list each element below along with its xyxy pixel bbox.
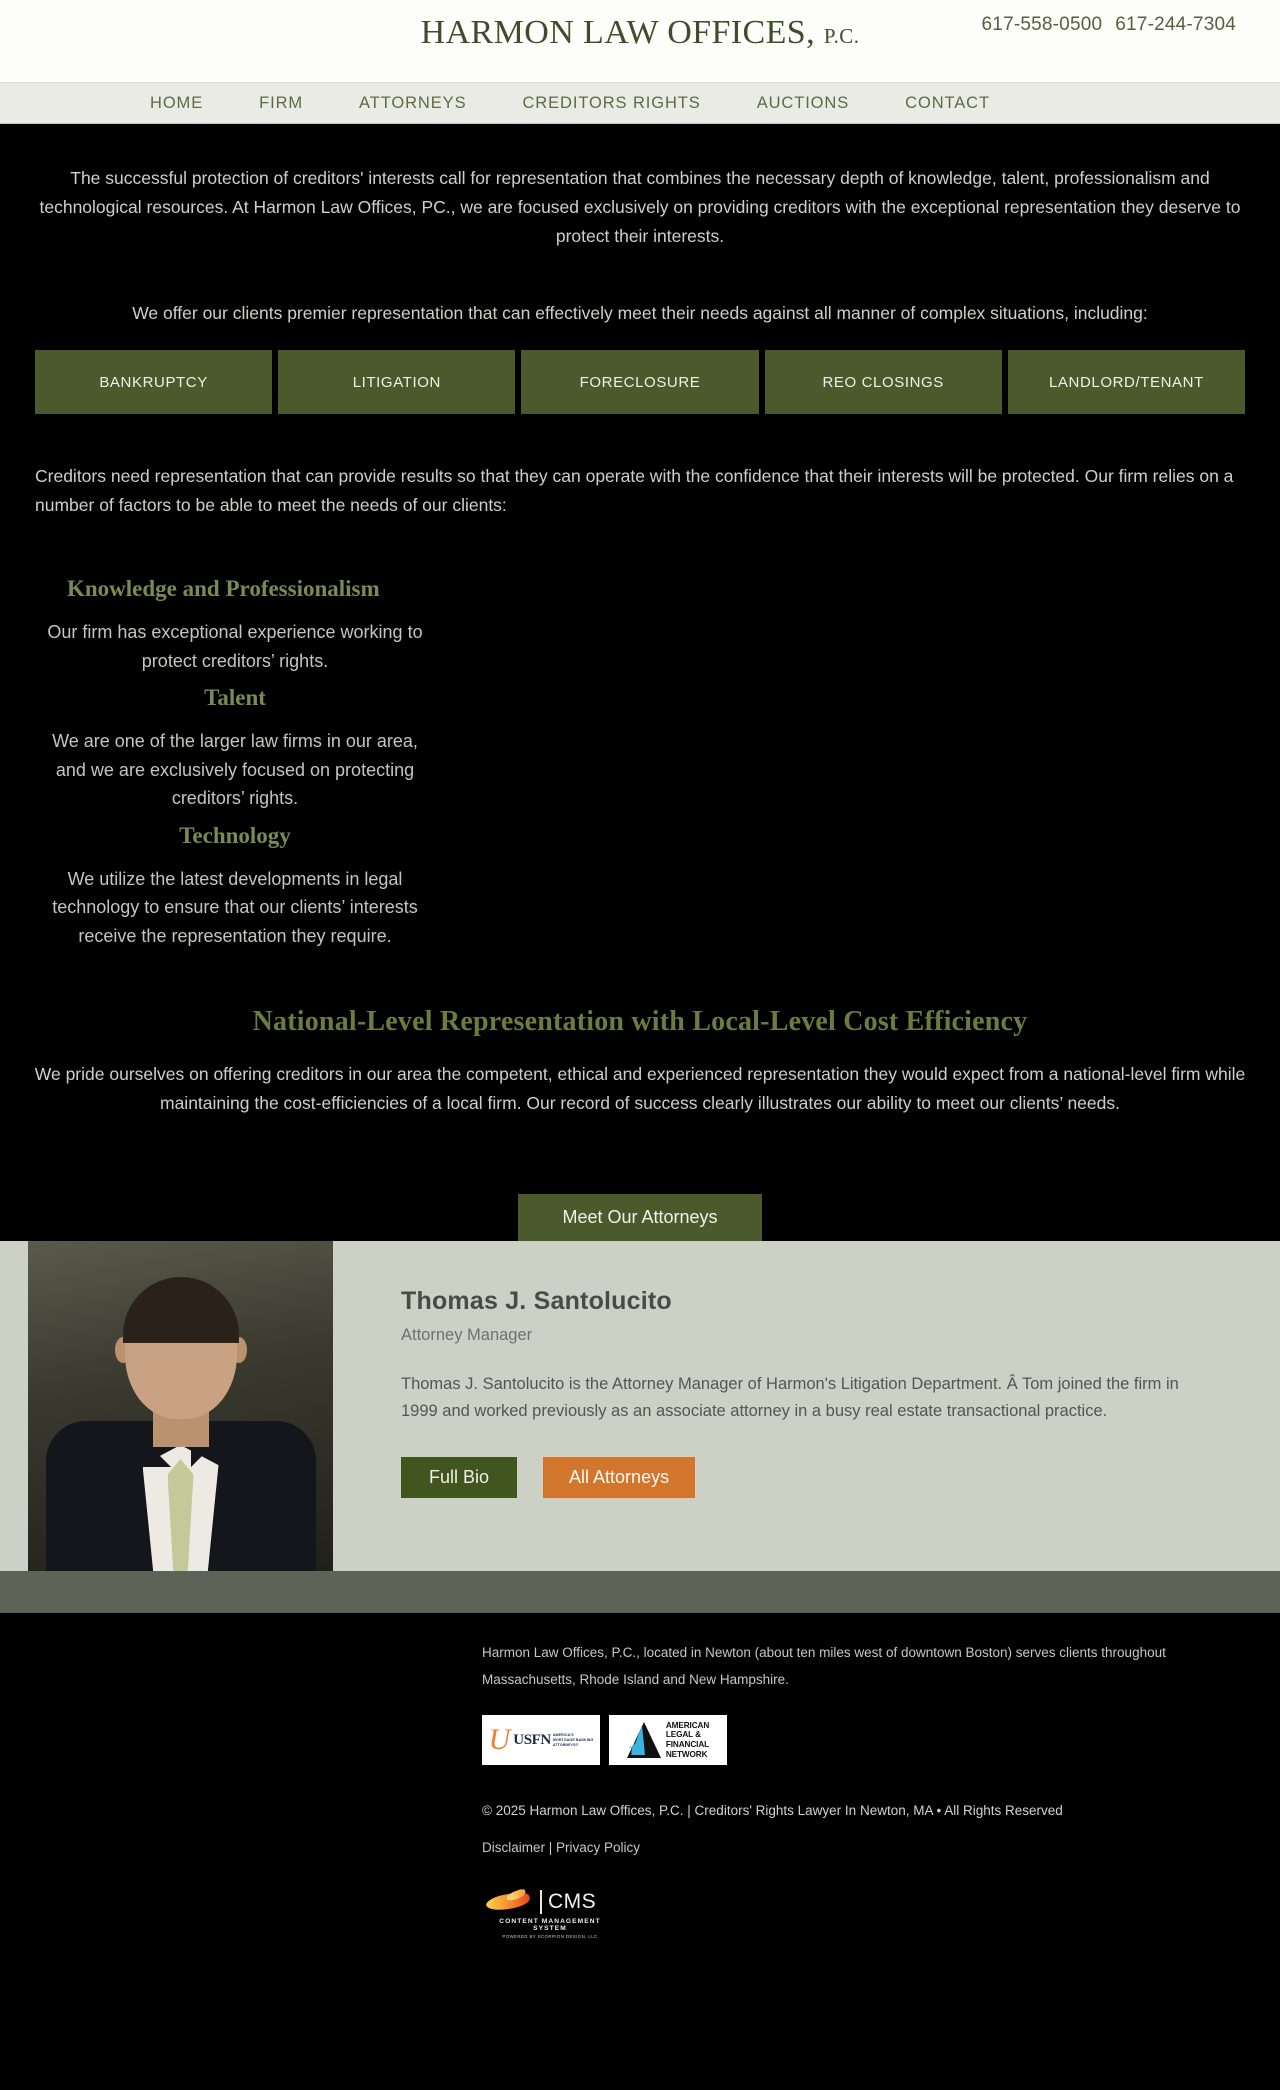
creditors-paragraph: Creditors need representation that can provide results so that they can operate with the confidence that their interests will be protected. Our firm relies on a number of factors to be able to meet the needs of our clients: bbox=[35, 466, 1234, 515]
featured-attorney-panel bbox=[0, 1241, 1280, 1571]
attorney-bio-text: Thomas J. Santolucito is the Attorney Manager of Harmon's Litigation Department. Â Tom joined the firm in 1999 and worked previously as an associate attorney in a busy real estate transactional practice. bbox=[401, 1375, 1179, 1420]
cms-logo-row bbox=[482, 1889, 618, 1915]
services-lead-in-text: We offer our clients premier representation that can effectively meet their needs against all manner of complex situations, including: bbox=[132, 303, 1148, 323]
alfn-logo[interactable] bbox=[609, 1715, 727, 1765]
alfn-line1: AMERICAN bbox=[665, 1720, 710, 1730]
portrait-hair-shape bbox=[123, 1277, 239, 1343]
nav-item-auctions[interactable]: AUCTIONS bbox=[756, 93, 850, 112]
national-level-heading: National-Level Representation with Local-Level Cost Efficiency bbox=[252, 1006, 1028, 1037]
footer-legal-links bbox=[482, 1818, 1280, 1855]
firm-factors-list bbox=[35, 520, 1245, 950]
factor-text-technology: We utilize the latest developments in legal technology to ensure that our clients’ interests receive the representation they require. bbox=[52, 868, 418, 946]
cms-wordmark: CMS bbox=[548, 1890, 597, 1913]
site-header bbox=[0, 0, 1280, 82]
site-logo[interactable] bbox=[421, 14, 860, 52]
usfn-logo[interactable] bbox=[482, 1715, 600, 1765]
meet-attorneys-button-wrap bbox=[28, 1118, 1252, 1241]
attorney-action-buttons bbox=[401, 1425, 1240, 1498]
cms-logo bbox=[482, 1889, 618, 1939]
service-button-bankruptcy[interactable]: BANKRUPTCY bbox=[35, 350, 272, 414]
site-footer bbox=[0, 1613, 1280, 1939]
footer-divider-band bbox=[0, 1571, 1280, 1613]
flame-icon bbox=[482, 1889, 534, 1915]
footer-content bbox=[0, 1639, 1280, 1939]
intro-paragraph: The successful protection of creditors' interests call for representation that combines the necessary depth of knowledge, talent, professionalism and technological resources. At Harmon Law Offices, PC., we are focused exclusively on providing creditors with the exceptional representation they deserve to protect their interests. bbox=[39, 168, 1241, 246]
cms-subtitle: CONTENT MANAGEMENT SYSTEM bbox=[499, 1918, 601, 1932]
primary-navigation bbox=[0, 82, 1280, 124]
factor-text-talent: We are one of the larger law firms in our area, and we are exclusively focused on protecting creditors’ rights. bbox=[52, 731, 418, 808]
footer-affiliation-logos bbox=[482, 1693, 1280, 1765]
service-button-landlord-tenant[interactable]: LANDLORD/TENANT bbox=[1008, 350, 1245, 414]
disclaimer-link[interactable]: Disclaimer bbox=[482, 1840, 546, 1855]
service-button-foreclosure[interactable]: FORECLOSURE bbox=[521, 350, 758, 414]
usfn-wordmark: USFN bbox=[513, 1731, 551, 1748]
nav-item-contact[interactable]: CONTACT bbox=[905, 93, 990, 112]
copyright-text: © 2025 Harmon Law Offices, P.C. | Creditors' Rights Lawyer In Newton, MA • All Rights Reserved bbox=[482, 1803, 1063, 1818]
links-separator: | bbox=[545, 1840, 557, 1855]
usfn-tagline-line3: ATTORNEYS® bbox=[552, 1742, 579, 1747]
service-button-litigation[interactable]: LITIGATION bbox=[278, 350, 515, 414]
attorney-name: Thomas J. Santolucito bbox=[401, 1287, 672, 1315]
alfn-line4: NETWORK bbox=[665, 1749, 708, 1759]
phone-link-secondary[interactable]: 617-244-7304 bbox=[1115, 14, 1236, 35]
logo-suffix-text: P.C. bbox=[823, 24, 860, 48]
logo-main-text: HARMON LAW OFFICES, bbox=[420, 14, 815, 51]
attorney-details bbox=[333, 1241, 1280, 1571]
header-phone-numbers bbox=[982, 14, 1236, 36]
alfn-line3: FINANCIAL bbox=[665, 1740, 710, 1749]
footer-description: Harmon Law Offices, P.C., located in Newton (about ten miles west of downtown Boston) serves clients throughout Massachusetts, Rhode Island and New Hampshire. bbox=[482, 1645, 1166, 1687]
phone-link-primary[interactable]: 617-558-0500 bbox=[981, 14, 1103, 35]
main-content bbox=[0, 124, 1280, 1241]
usfn-tagline-line2: MORTGAGE BANKING bbox=[552, 1737, 594, 1742]
all-attorneys-button[interactable]: All Attorneys bbox=[543, 1457, 695, 1498]
practice-area-buttons bbox=[35, 350, 1245, 414]
full-bio-button[interactable]: Full Bio bbox=[401, 1457, 517, 1498]
factor-title-knowledge: Knowledge and Professionalism bbox=[67, 576, 380, 601]
service-button-reo-closings[interactable]: REO CLOSINGS bbox=[765, 350, 1002, 414]
nav-item-attorneys[interactable]: ATTORNEYS bbox=[359, 93, 467, 112]
national-level-paragraph: We pride ourselves on offering creditors in our area the competent, ethical and experienced representation they would expect from a national-level firm while maintaining the cost-efficiencies of a local firm. Our record of success clearly illustrates our ability to meet our clients’ needs. bbox=[34, 1064, 1246, 1113]
attorney-title: Attorney Manager bbox=[401, 1326, 533, 1344]
factor-title-technology: Technology bbox=[179, 822, 291, 848]
alfn-a-mark-icon bbox=[627, 1722, 661, 1758]
usfn-swoosh-icon: U bbox=[488, 1723, 511, 1756]
usfn-tagline bbox=[551, 1733, 594, 1748]
meet-our-attorneys-button[interactable]: Meet Our Attorneys bbox=[518, 1194, 761, 1241]
factor-title-talent: Talent bbox=[204, 685, 266, 710]
nav-item-firm[interactable]: FIRM bbox=[259, 93, 304, 112]
factor-text-knowledge: Our firm has exceptional experience working to protect creditors’ rights. bbox=[47, 622, 423, 671]
cms-credit[interactable] bbox=[482, 1855, 1280, 1939]
nav-item-home[interactable]: HOME bbox=[150, 93, 204, 112]
usfn-tagline-line1: AMERICA'S bbox=[552, 1732, 574, 1737]
alfn-line2: LEGAL & bbox=[665, 1730, 701, 1740]
privacy-policy-link[interactable]: Privacy Policy bbox=[556, 1840, 641, 1855]
cms-credit-line: POWERED BY SCORPION DESIGN, LLC bbox=[502, 1934, 598, 1939]
cms-divider bbox=[540, 1890, 542, 1914]
attorney-portrait-photo bbox=[28, 1241, 333, 1571]
alfn-wordmark bbox=[666, 1721, 709, 1759]
alfn-star-icon: ★ bbox=[627, 1740, 641, 1756]
nav-item-creditors-rights[interactable]: CREDITORS RIGHTS bbox=[522, 93, 701, 112]
factor-block-knowledge bbox=[35, 566, 435, 950]
